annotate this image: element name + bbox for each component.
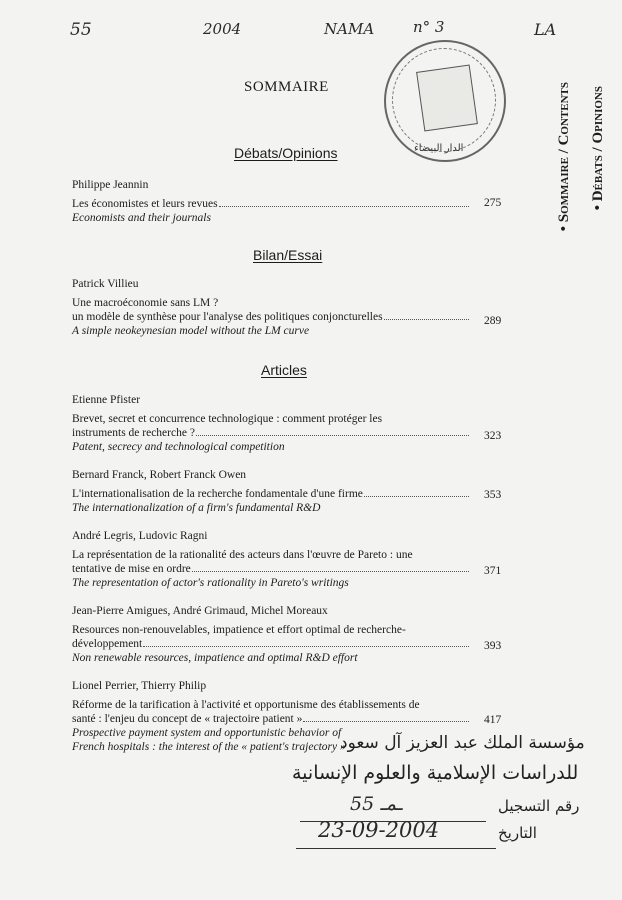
- page-number: 289: [484, 315, 502, 327]
- toc-entry: [72, 393, 506, 454]
- stamp-label: الدار البيضاء: [414, 143, 464, 154]
- section-bilan: Bilan/Essai: [253, 247, 323, 263]
- entry-title-fr-line: Une macroéconomie sans LM ?: [72, 297, 219, 309]
- page-number: 371: [484, 565, 502, 577]
- handwritten-volume: 55: [70, 20, 92, 40]
- entry-authors: Philippe Jeannin: [72, 179, 149, 191]
- entry-authors: André Legris, Ludovic Ragni: [72, 530, 208, 542]
- entry-title-fr: développement: [72, 638, 143, 650]
- entry-title-fr: santé : l'enjeu du concept de « trajectoire patient »: [72, 713, 303, 725]
- date-underline: [296, 848, 496, 849]
- leader-dots: [196, 435, 469, 436]
- entry-title-fr: tentative de mise en ordre: [72, 563, 191, 575]
- handwritten-journal: NAMA: [324, 20, 375, 38]
- entry-authors: Jean-Pierre Amigues, André Grimaud, Michel Moreaux: [72, 605, 328, 617]
- handwritten-year: 2004: [203, 20, 242, 38]
- entry-authors: Bernard Franck, Robert Franck Owen: [72, 469, 247, 481]
- leader-dots: [192, 571, 469, 572]
- stamp-emblem: [416, 65, 478, 132]
- entry-title-row: [72, 197, 472, 211]
- toc-entry: [72, 178, 506, 225]
- leader-dots: [303, 721, 469, 722]
- entry-authors: Patrick Villieu: [72, 278, 139, 290]
- entry-title-row: [72, 562, 472, 576]
- toc-entry: [72, 468, 506, 515]
- entry-authors: Lionel Perrier, Thierry Philip: [72, 680, 207, 692]
- page-number: 353: [484, 489, 502, 501]
- entry-title-row: [72, 310, 472, 324]
- entry-title-row: [72, 637, 472, 651]
- handwritten-code: LA: [534, 20, 557, 39]
- entry-authors: Etienne Pfister: [72, 394, 141, 406]
- entry-title-en: Patent, secrecy and technological competition: [72, 441, 285, 453]
- toc-entry: [72, 277, 506, 338]
- arabic-reg-label: رقم التسجيل: [498, 797, 580, 815]
- entry-title-fr-line: La représentation de la rationalité des acteurs dans l'œuvre de Pareto : une: [72, 549, 413, 561]
- section-articles: Articles: [261, 362, 307, 378]
- page-number: 393: [484, 640, 502, 652]
- leader-dots: [364, 496, 469, 497]
- entry-title-fr: L'internationalisation de la recherche fondamentale d'une firme: [72, 488, 363, 500]
- entry-title-fr-line: Réforme de la tarification à l'activité et opportunisme des établissements de: [72, 699, 420, 711]
- toc-entry: [72, 529, 506, 590]
- arabic-date-label: التاريخ: [498, 824, 537, 842]
- entry-title-fr-line: Resources non-renouvelables, impatience et effort optimal de recherche-: [72, 624, 406, 636]
- entry-title-en: Prospective payment system and opportunistic behavior of French hospitals : the interest of the « patient's trajectory »: [72, 727, 346, 753]
- leader-dots: [143, 646, 469, 647]
- handwritten-number: n° 3: [413, 18, 445, 36]
- page-number: 323: [484, 430, 502, 442]
- entry-title-row: [72, 487, 472, 501]
- entry-title-en: Non renewable resources, impatience and optimal R&D effort: [72, 652, 358, 664]
- entry-title-row: [72, 426, 472, 440]
- page-number: 275: [484, 197, 502, 209]
- entry-title-en: A simple neokeynesian model without the LM curve: [72, 325, 310, 337]
- toc-entry: [72, 604, 506, 665]
- entry-title-en: The internationalization of a firm's fundamental R&D: [72, 502, 321, 514]
- entry-title-fr-line: Brevet, secret et concurrence technologique : comment protéger les: [72, 413, 383, 425]
- entry-title-fr: instruments de recherche ?: [72, 427, 195, 439]
- entry-title-fr: Les économistes et leurs revues: [72, 198, 218, 210]
- entry-title-en: Economists and their journals: [72, 212, 211, 224]
- entry-title-fr: un modèle de synthèse pour l'analyse des politiques conjoncturelles: [72, 311, 383, 323]
- entry-title-en: The representation of actor's rationality in Pareto's writings: [72, 577, 349, 589]
- leader-dots: [384, 319, 469, 320]
- entry-title-row: [72, 712, 472, 726]
- arabic-stamp-line2: للدراسات الإسلامية والعلوم الإنسانية: [292, 762, 579, 784]
- handwritten-reg-value: 55 ـمـ: [350, 793, 403, 815]
- handwritten-date-value: 23-09-2004: [318, 818, 440, 842]
- leader-dots: [219, 206, 469, 207]
- side-label-sommaire: • Sommaire / Contents: [556, 82, 572, 232]
- side-label-debats: • Débats / Opinions: [590, 86, 606, 211]
- page-title: SOMMAIRE: [244, 79, 329, 95]
- page-number: 417: [484, 714, 502, 726]
- arabic-stamp-line1: مؤسسة الملك عبد العزيز آل سعود: [340, 733, 585, 753]
- section-debats: Débats/Opinions: [234, 145, 338, 161]
- library-stamp: [384, 40, 506, 162]
